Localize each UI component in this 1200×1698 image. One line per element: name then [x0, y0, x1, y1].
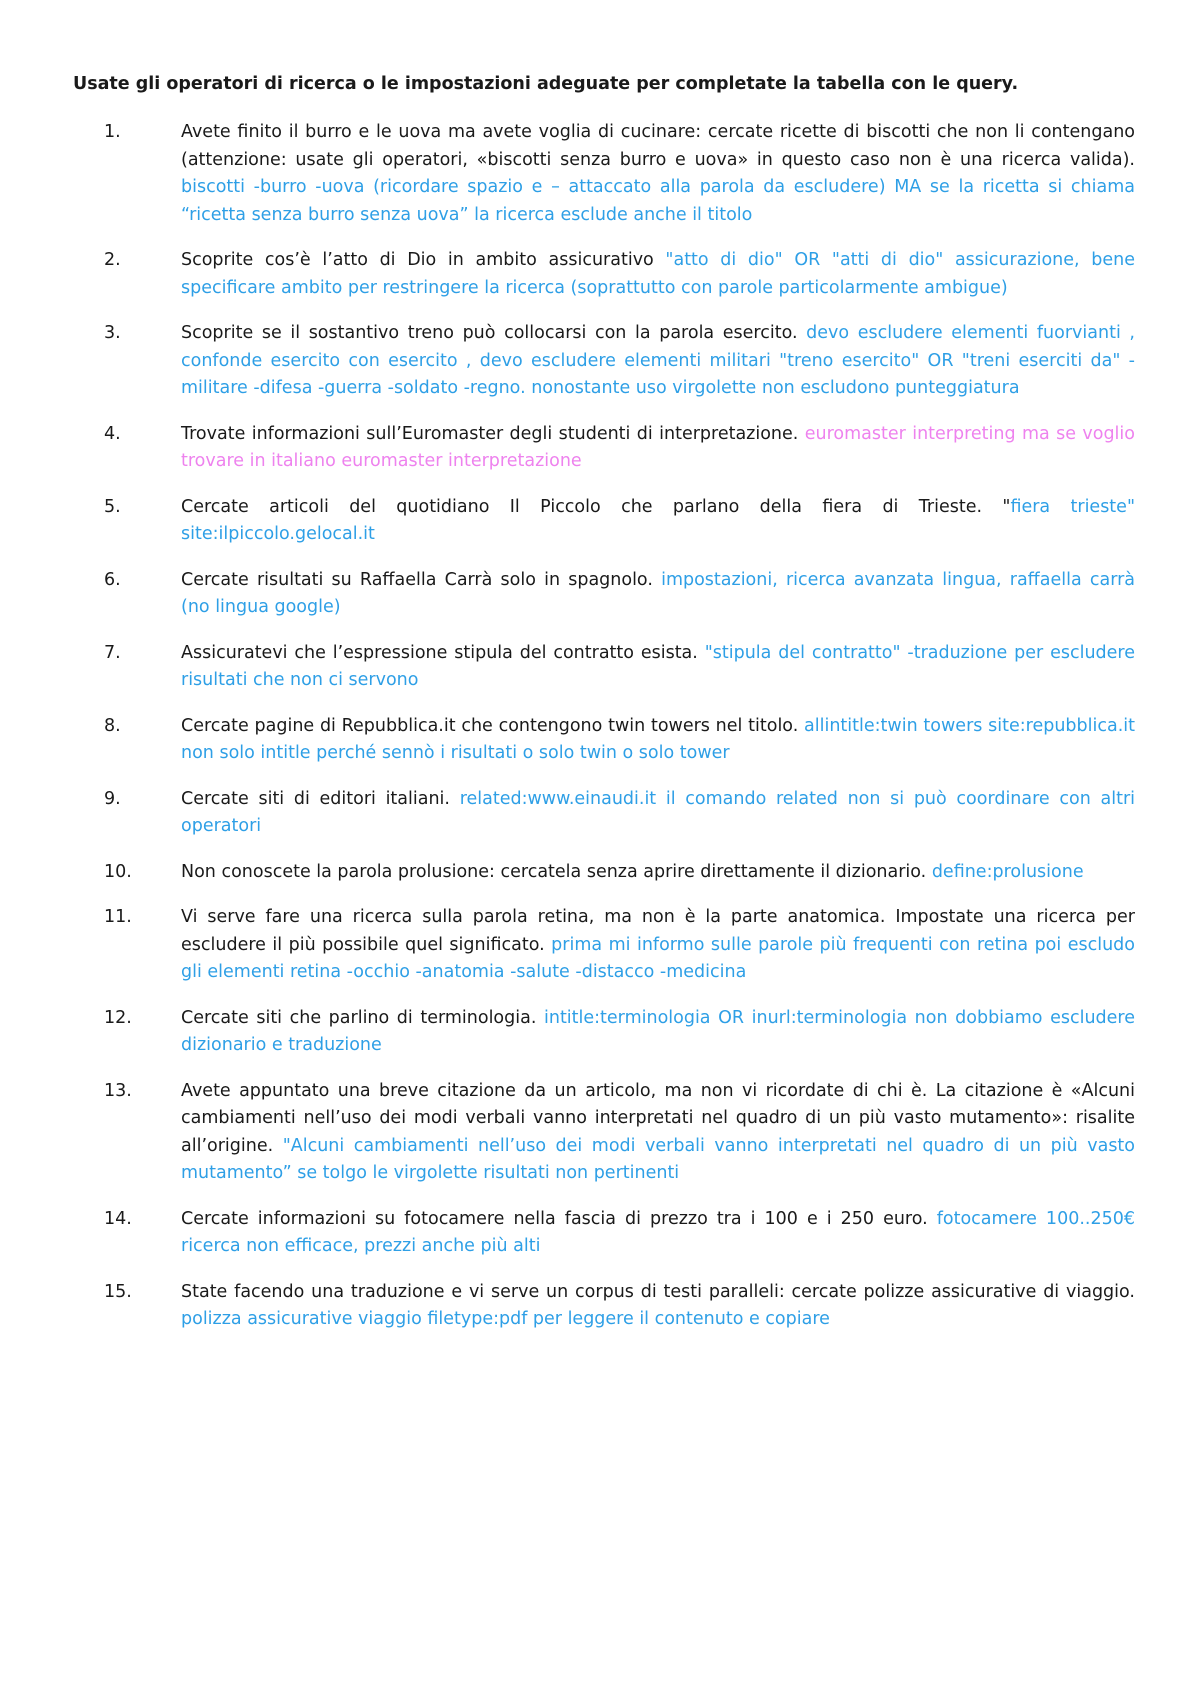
item-answer: impostazioni, ricerca avanzata lingua, raffaella carrà (no lingua google) — [181, 569, 1136, 617]
item-text — [181, 713, 1135, 768]
item-question: Cercate pagine di Repubblica.it che contengono twin towers nel titolo. — [181, 715, 805, 736]
list-item — [0, 1078, 1200, 1188]
exercise-list — [0, 119, 1200, 1334]
item-answer: prima mi informo sulle parole più frequenti con retina poi escludo gli elementi retina -occhio -anatomia -salute -distacco -medicina — [181, 934, 1135, 982]
item-answer: intitle:terminologia OR inurl:terminologia non dobbiamo escludere dizionario e traduzione — [181, 1007, 1136, 1055]
item-number: 1. — [104, 122, 121, 142]
list-item — [0, 904, 1200, 987]
item-question: Cercate articoli del quotidiano Il Piccolo che parlano della fiera di Trieste. " — [181, 496, 1011, 517]
item-text — [181, 320, 1135, 403]
item-number: 12. — [104, 1007, 132, 1028]
item-number: 4. — [104, 423, 121, 444]
list-item — [0, 247, 1200, 302]
item-text — [181, 786, 1135, 841]
item-spacer — [0, 622, 1200, 640]
item-answer: define:prolusione — [931, 861, 1084, 882]
item-answer: devo escludere elementi fuorvianti , confonde esercito con esercito , devo escludere elementi militari "treno esercito" OR "treni eserciti da" -militare -difesa -guerra -soldato -regno. nonostante uso virgolette non escludono punteggiatura — [181, 323, 1135, 398]
item-text — [181, 1078, 1135, 1188]
item-question: Avete finito il burro e le uova ma avete voglia di cucinare: cercate ricette di biscotti che non li contengano (attenzione: usate gli operatori, «biscotti senza burro e uova» in questo caso non è una ricerca valida). — [181, 122, 1135, 170]
list-item — [0, 119, 1200, 229]
item-spacer — [0, 841, 1200, 859]
item-answer: "Alcuni cambiamenti nell’uso dei modi verbali vanno interpretati nel quadro di un più vasto mutamento” se tolgo le virgolette risultati non pertinenti — [181, 1135, 1136, 1183]
item-number: 13. — [104, 1080, 132, 1101]
item-question: State facendo una traduzione e vi serve un corpus di testi paralleli: cercate polizze assicurative di viaggio. — [181, 1281, 1135, 1302]
item-answer: euromaster interpreting ma se voglio trovare in italiano euromaster interpretazione — [181, 423, 1135, 471]
item-number: 5. — [104, 496, 121, 517]
list-item — [0, 786, 1200, 841]
list-item — [0, 567, 1200, 622]
item-spacer — [0, 886, 1200, 904]
item-number: 6. — [104, 569, 121, 590]
item-spacer — [0, 229, 1200, 247]
list-item — [0, 713, 1200, 768]
item-question: Trovate informazioni sull’Euromaster degli studenti di interpretazione. — [181, 423, 805, 444]
item-question: Cercate siti che parlino di terminologia. — [181, 1007, 544, 1028]
item-text — [181, 247, 1135, 302]
item-text — [181, 1206, 1135, 1261]
item-spacer — [0, 1261, 1200, 1279]
item-number: 9. — [104, 788, 121, 809]
list-item — [0, 859, 1200, 887]
item-answer: fotocamere 100..250€ ricerca non efficace, prezzi anche più alti — [181, 1208, 1135, 1256]
item-number: 15. — [104, 1281, 132, 1302]
item-question: Assicuratevi che l’espressione stipula del contratto esista. — [181, 642, 705, 663]
item-answer: "stipula del contratto" -traduzione per escludere risultati che non ci servono — [181, 642, 1135, 690]
item-question: Vi serve fare una ricerca sulla parola retina, ma non è la parte anatomica. Impostate una ricerca per escludere il più possibile quel significato. — [181, 907, 1135, 955]
page-heading: Usate gli operatori di ricerca o le impostazioni adeguate per completate la tabella con le query. — [73, 74, 1019, 94]
item-text — [181, 567, 1135, 622]
list-item — [0, 421, 1200, 476]
item-spacer — [0, 302, 1200, 320]
item-question: Cercate siti di editori italiani. — [181, 788, 460, 809]
item-text — [181, 640, 1135, 695]
item-question: Avete appuntato una breve citazione da un articolo, ma non vi ricordate di chi è. La citazione è «Alcuni cambiamenti nell’uso dei modi verbali vanno interpretati nel quadro di un più vasto mutamento»: risalite all’origine. — [181, 1080, 1135, 1156]
item-text — [181, 904, 1135, 987]
item-number: 7. — [104, 642, 121, 663]
item-spacer — [0, 549, 1200, 567]
item-number: 8. — [104, 715, 121, 736]
item-spacer — [0, 1060, 1200, 1078]
item-spacer — [0, 403, 1200, 421]
item-number: 10. — [104, 861, 132, 882]
item-number: 3. — [104, 323, 121, 343]
item-spacer — [0, 768, 1200, 786]
list-item — [0, 494, 1200, 549]
list-item — [0, 320, 1200, 403]
item-text — [181, 119, 1135, 229]
item-question: Scoprite se il sostantivo treno può collocarsi con la parola esercito. — [181, 323, 807, 343]
item-spacer — [0, 1188, 1200, 1206]
list-item — [0, 1206, 1200, 1261]
list-item — [0, 1279, 1200, 1334]
item-answer: related:www.einaudi.it il comando related non si può coordinare con altri operatori — [181, 788, 1136, 836]
item-text — [181, 1005, 1135, 1060]
item-answer: polizza assicurative viaggio filetype:pdf per leggere il contenuto e copiare — [181, 1309, 830, 1329]
item-spacer — [0, 476, 1200, 494]
item-text — [181, 859, 1135, 887]
item-number: 11. — [104, 907, 132, 927]
item-answer: "atto di dio" OR "atti di dio" assicurazione, bene specificare ambito per restringere la ricerca (soprattutto con parole particolarmente ambigue) — [181, 250, 1135, 298]
item-question: Cercate risultati su Raffaella Carrà solo in spagnolo. — [181, 569, 662, 590]
item-answer: allintitle:twin towers site:repubblica.it non solo intitle perché sennò i risultati o solo twin o solo tower — [181, 715, 1135, 763]
list-item — [0, 1005, 1200, 1060]
item-question: Cercate informazioni su fotocamere nella fascia di prezzo tra i 100 e i 250 euro. — [181, 1208, 937, 1229]
item-number: 2. — [104, 250, 121, 270]
item-spacer — [0, 987, 1200, 1005]
list-item — [0, 640, 1200, 695]
item-answer: biscotti -burro -uova (ricordare spazio e – attaccato alla parola da escludere) MA se la ricetta si chiama “ricetta senza burro senza uova” la ricerca esclude anche il titolo — [181, 177, 1135, 225]
item-number: 14. — [104, 1208, 132, 1229]
item-answer: fiera trieste" site:ilpiccolo.gelocal.it — [181, 496, 1135, 544]
item-question: Non conoscete la parola prolusione: cercatela senza aprire direttamente il dizionario. — [181, 861, 932, 882]
item-question: Scoprite cos’è l’atto di Dio in ambito assicurativo — [181, 250, 666, 270]
item-text — [181, 494, 1135, 549]
item-spacer — [0, 695, 1200, 713]
item-text — [181, 421, 1135, 476]
item-text — [181, 1279, 1135, 1334]
